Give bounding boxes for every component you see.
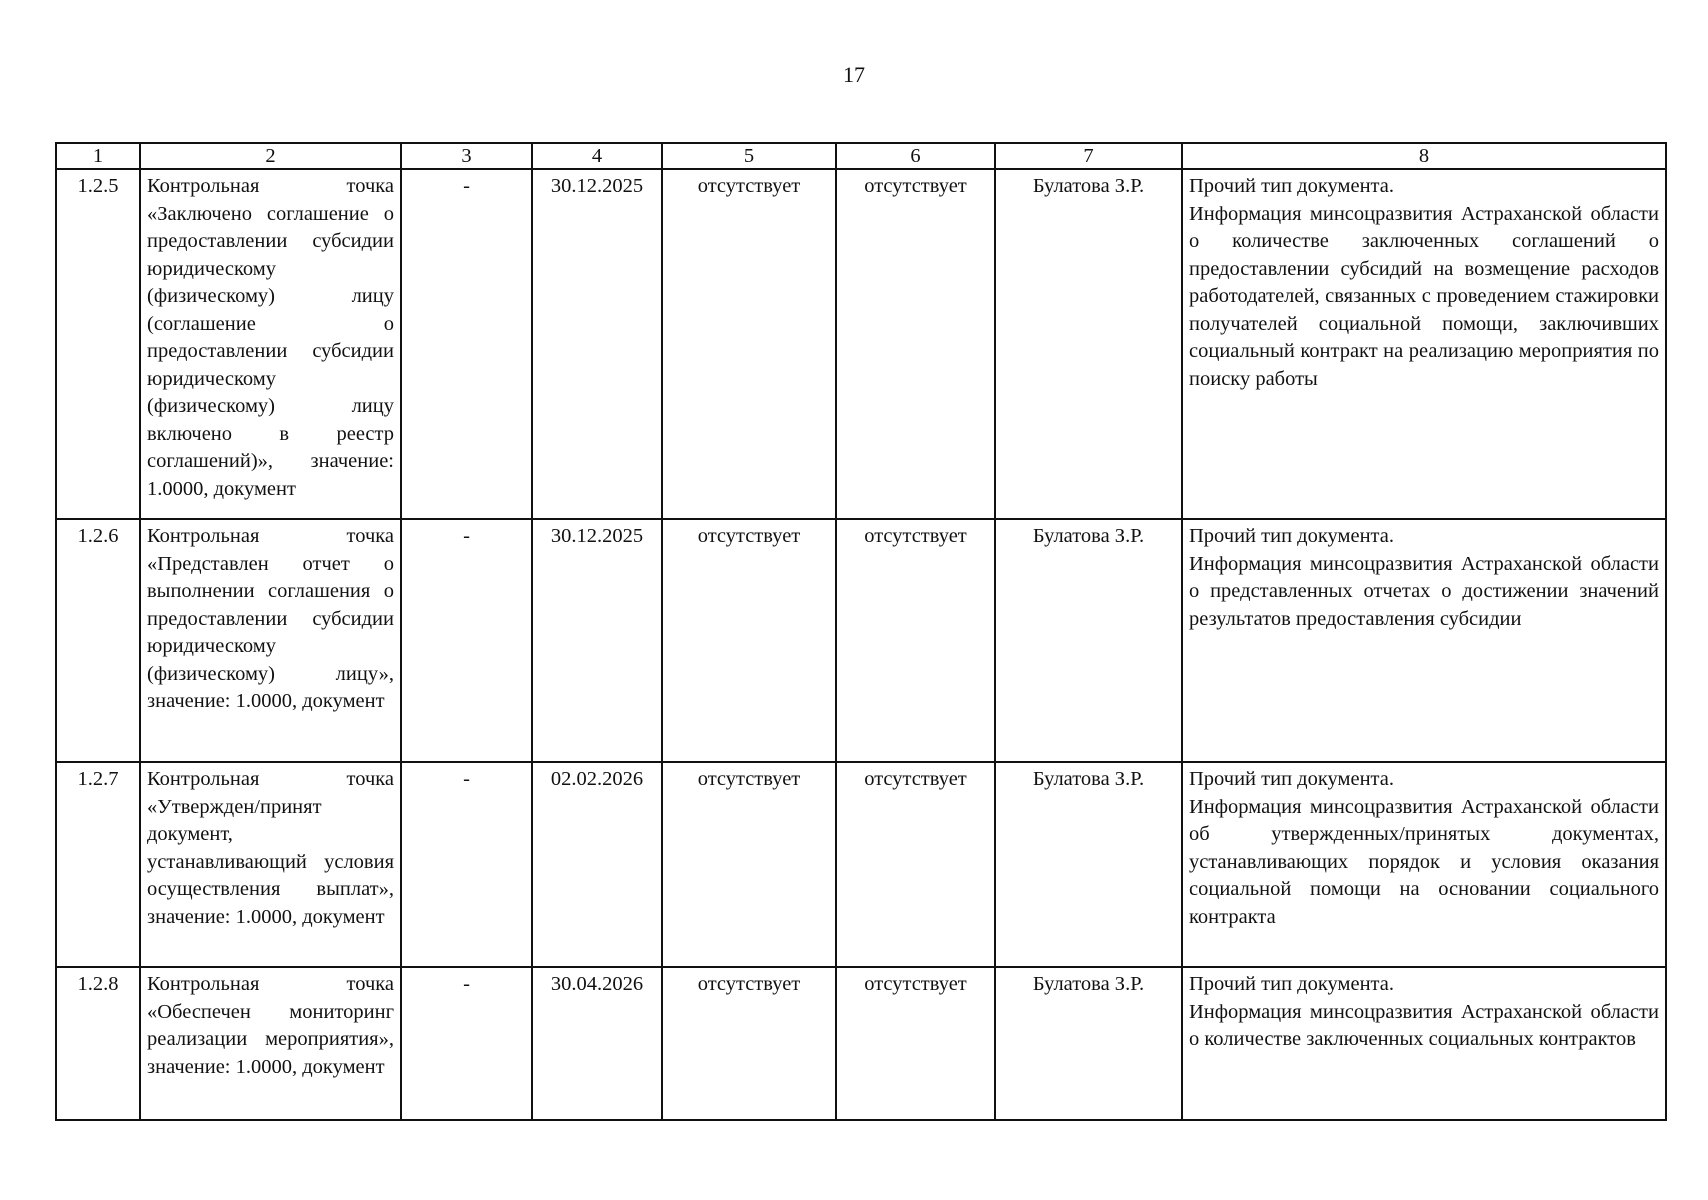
deadline-date: 30.12.2025 [532, 519, 662, 762]
document-type: Прочий тип документа. [1189, 973, 1394, 995]
document-description [1182, 169, 1666, 519]
document-description [1182, 967, 1666, 1120]
control-point-name: Контрольная точка «Представлен отчет о выполнении соглашения о предоставлении субсидии юридическому (физическому) лицу», значение: 1.0000, документ [140, 519, 401, 762]
row-number: 1.2.6 [56, 519, 140, 762]
column-header: 3 [401, 143, 532, 169]
row-number: 1.2.5 [56, 169, 140, 519]
document-type: Прочий тип документа. [1189, 175, 1394, 197]
document-description [1182, 519, 1666, 762]
column-header: 1 [56, 143, 140, 169]
document-type: Прочий тип документа. [1189, 525, 1394, 547]
column-header: 6 [836, 143, 995, 169]
column-5-value: отсутствует [662, 169, 836, 519]
table-row [56, 967, 1666, 1120]
column-5-value: отсутствует [662, 967, 836, 1120]
column-header: 8 [1182, 143, 1666, 169]
document-info: Информация минсоцразвития Астраханской области об утвержденных/принятых документах, устанавливающих порядок и условия оказания социальной помощи на основании социального контракта [1189, 795, 1659, 928]
document-info: Информация минсоцразвития Астраханской области о количестве заключенных соглашений о предоставлении субсидий на возмещение расходов работодателей, связанных с проведением стажировки получателей социальной помощи, заключивших социальный контракт на реализацию мероприятия по поиску работы [1189, 202, 1659, 390]
document-info: Информация минсоцразвития Астраханской области о представленных отчетах о достижении значений результатов предоставления субсидии [1189, 552, 1659, 630]
column-6-value: отсутствует [836, 967, 995, 1120]
control-point-name: Контрольная точка «Утвержден/принят документ, устанавливающий условия осуществления выплат», значение: 1.0000, документ [140, 762, 401, 967]
table-row [56, 762, 1666, 967]
column-header: 4 [532, 143, 662, 169]
page-number: 17 [843, 62, 865, 87]
column-6-value: отсутствует [836, 762, 995, 967]
document-info: Информация минсоцразвития Астраханской области о количестве заключенных социальных контрактов [1189, 1000, 1659, 1050]
column-6-value: отсутствует [836, 519, 995, 762]
column-5-value: отсутствует [662, 762, 836, 967]
column-3-value: - [401, 762, 532, 967]
responsible-person: Булатова З.Р. [995, 967, 1182, 1120]
column-number-row [56, 143, 1666, 169]
column-3-value: - [401, 967, 532, 1120]
table-row [56, 519, 1666, 762]
table-row [56, 169, 1666, 519]
document-type: Прочий тип документа. [1189, 768, 1394, 790]
control-point-name: Контрольная точка «Обеспечен мониторинг реализации мероприятия», значение: 1.0000, документ [140, 967, 401, 1120]
column-header: 7 [995, 143, 1182, 169]
row-number: 1.2.8 [56, 967, 140, 1120]
column-5-value: отсутствует [662, 519, 836, 762]
deadline-date: 30.04.2026 [532, 967, 662, 1120]
responsible-person: Булатова З.Р. [995, 519, 1182, 762]
column-3-value: - [401, 169, 532, 519]
deadline-date: 02.02.2026 [532, 762, 662, 967]
row-number: 1.2.7 [56, 762, 140, 967]
column-header: 5 [662, 143, 836, 169]
deadline-date: 30.12.2025 [532, 169, 662, 519]
document-description [1182, 762, 1666, 967]
column-6-value: отсутствует [836, 169, 995, 519]
control-points-table [55, 142, 1667, 1121]
responsible-person: Булатова З.Р. [995, 762, 1182, 967]
control-point-name: Контрольная точка «Заключено соглашение о предоставлении субсидии юридическому (физическому) лицу (соглашение о предоставлении субсидии юридическому (физическому) лицу включено в реестр соглашений)», значение: 1.0000, документ [140, 169, 401, 519]
column-3-value: - [401, 519, 532, 762]
column-header: 2 [140, 143, 401, 169]
responsible-person: Булатова З.Р. [995, 169, 1182, 519]
